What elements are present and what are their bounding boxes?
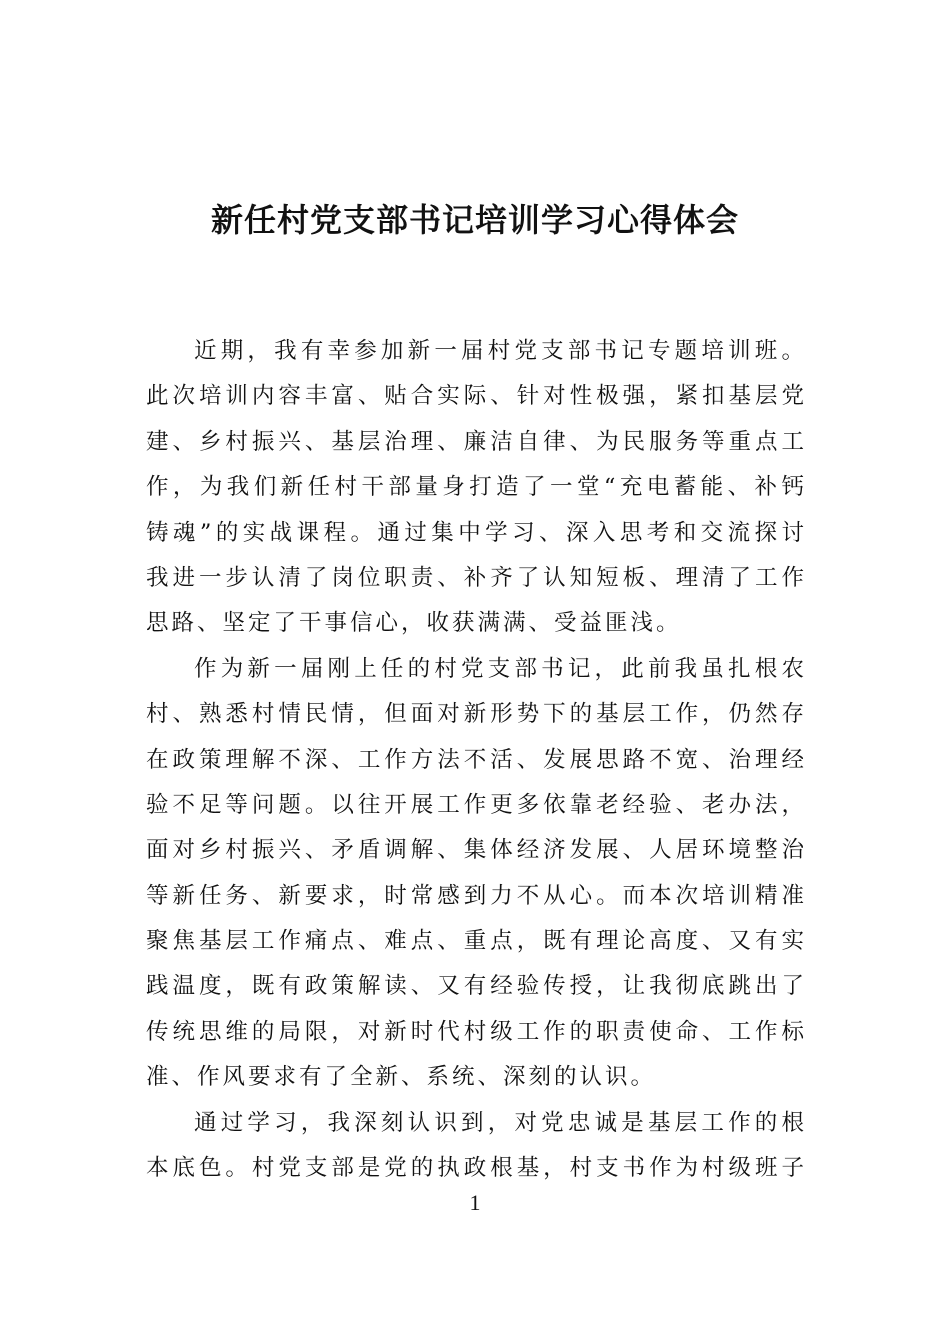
page-number: 1 (469, 1190, 481, 1215)
text-line: 验不足等问题。以往开展工作更多依靠老经验、老办法， (146, 791, 804, 818)
text-line: 作为新一届刚上任的村党支部书记，此前我虽扎根农 (194, 655, 804, 682)
text-line: 作，为我们新任村干部量身打造了一堂“充电蓄能、补钙 (146, 474, 804, 501)
text-line: 面对乡村振兴、矛盾调解、集体经济发展、人居环境整治 (146, 837, 804, 864)
text-line: 此次培训内容丰富、贴合实际、针对性极强，紧扣基层党 (146, 383, 804, 410)
text-line: 建、乡村振兴、基层治理、廉洁自律、为民服务等重点工 (146, 428, 804, 455)
text-line: 传统思维的局限，对新时代村级工作的职责使命、工作标 (146, 1018, 804, 1045)
text-line: 准、作风要求有了全新、系统、深刻的认识。 (146, 1064, 657, 1091)
text-line: 等新任务、新要求，时常感到力不从心。而本次培训精准 (146, 882, 804, 909)
text-line: 通过学习，我深刻认识到，对党忠诚是基层工作的根 (194, 1109, 804, 1136)
text-line: 近期，我有幸参加新一届村党支部书记专题培训班。 (194, 338, 804, 364)
text-line: 村、熟悉村情民情，但面对新形势下的基层工作，仍然存 (146, 701, 804, 728)
text-line: 铸魂”的实战课程。通过集中学习、深入思考和交流探讨 (146, 519, 804, 546)
document-title: 新任村党支部书记培训学习心得体会 (210, 201, 739, 239)
text-line: 我进一步认清了岗位职责、补齐了认知短板、理清了工作 (146, 564, 804, 591)
text-line: 践温度，既有政策解读、又有经验传授，让我彻底跳出了 (146, 973, 804, 1000)
document-body (146, 329, 804, 1191)
text-line: 本底色。村党支部是党的执政根基，村支书作为村级班子 (146, 1155, 804, 1182)
text-line: 聚焦基层工作痛点、难点、重点，既有理论高度、又有实 (146, 928, 804, 955)
text-line: 在政策理解不深、工作方法不活、发展思路不宽、治理经 (146, 746, 804, 773)
text-line: 思路、坚定了干事信心，收获满满、受益匪浅。 (146, 610, 682, 637)
